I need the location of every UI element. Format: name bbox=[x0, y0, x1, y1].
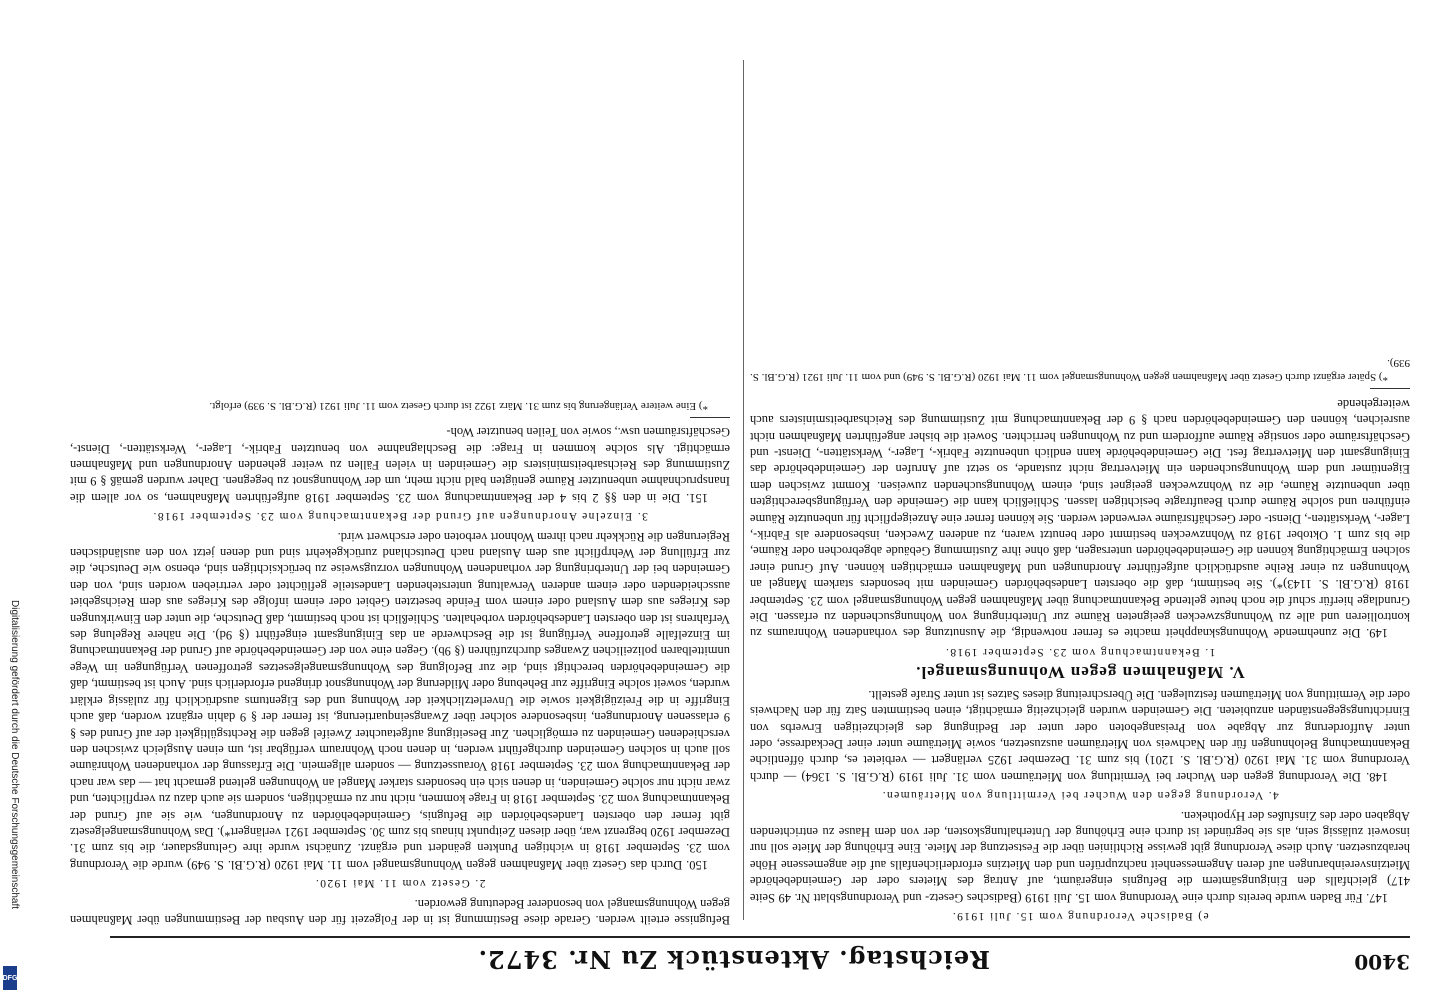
digitization-credit bbox=[6, 600, 26, 990]
right-column bbox=[70, 48, 730, 928]
paragraph-147: 147. Für Baden wurde bereits durch eine Verordnung vom 15. Juli 1919 (Badisches Gesetz- und Verordnungsblatt Nr. 49 Seite 417) gleichfalls den Einigungsämtern die Befugnis eingeräumt, auf Antrag des Mieters oder der Gemeindebehörde Mietzinsvereinbarungen auf deren Angemessenheit nachzuprüfen und den Mietzins erforderlichenfalls auf die angemessene Höhe herabzusetzen. Auch diese Verordnung gibt gewisse Richtlinien über die Festsetzung der Miete. Eine Erhöhung der Miete soll nur insoweit zulässig sein, als sie begründet ist durch eine Erhöhung der Unterhaltungskosten, der von dem Hause zu entrichtenden Abgaben oder des Zinsfußes der Hypotheken. bbox=[750, 808, 1410, 905]
subheading-1: 1. Bekanntmachung vom 23. September 1918. bbox=[944, 645, 1216, 658]
footnote-right: *) Eine weitere Verlängerung bis zum 31. März 1922 ist durch Gesetz vom 11. Juli 1921 (R.G.Bl. S. 939) erfolgt. bbox=[209, 399, 708, 412]
running-title: Reichstag. Aktenstück Zu Nr. 3472. bbox=[477, 945, 990, 974]
scanned-page bbox=[60, 40, 1430, 980]
subheading-2: 2. Gesetz vom 11. Mai 1920. bbox=[314, 877, 486, 890]
paragraph-150: 150. Durch das Gesetz über Maßnahmen gegen Wohnungsmangel vom 11. Mai 1920 (R.G.Bl. S. 949) wurde die Verordnung vom 23. September 1918 in wichtigen Punkten geändert und ergänzt. Zunächst wurde ihre Geltungsdauer, die bis zum 31. Dezember 1920 begrenzt war, über diesen Zeitpunkt hinaus bis zum 30. September 1921 verlängert*). Das Wohnungsmangelgesetz gibt ferner den obersten Landesbehörden die Befugnis, Gemeindebehörden zu Anordnungen, wie sie auf Grund der Bekanntmachung vom 23. September 1918 in Frage kommen, nicht nur zu ermächtigen, sondern sie auch dazu zu verpflichten, und zwar nicht nur solche Gemeinden, in denen sich ein besonders starker Mangel an Wohnungen geltend gemacht hat — das war nach der Bekanntmachung vom 23. September 1918 Voraussetzung — sondern allgemein. Die Erfassung der vorhandenen Wohnräume soll auch in solchen Gemeinden durchgeführt werden, in denen noch Wohnraum verfügbar ist, um einen Ausgleich zwischen den verschiedenen Gemeinden zu ermöglichen. Zur Beseitigung aufgetauchter Zweifel gegen die Rechtsgültigkeit der auf Grund des § 9 erlassenen Anordnungen, insbesondere solcher über Zwangseinquartierung, ist ferner der § 9 dahin ergänzt worden, daß auch Eingriffe in die Freizügigkeit sowie die Unverletzlichkeit der Wohnung und des Eigentums ausdrücklich für zulässig erklärt wurden, soweit solche Eingriffe zur Behebung oder Milderung der Wohnungsnot dringend erforderlich sind. Auch ist bestimmt, daß die Gemeindebehörden berechtigt sind, die zur Befolgung des Wohnungsmangelgesetzes getroffenen Verfügungen im Wege unmittelbaren polizeilichen Zwanges durchzuführen (§ 9b). Gegen eine von der Gemeindebehörde auf Grund der Bekanntmachung im Einzelfalle getroffene Verfügung ist die Beschwerde an das Einigungsamt eingeführt (§ 9d). Die nähere Regelung des Verfahrens ist den obersten Landesbehörden vorbehalten. Schließlich ist noch bestimmt, daß Deutsche, die unter den Einwirkungen des Krieges aus dem Ausland oder einem vom Feinde besetzten Gebiet oder einem infolge des Krieges aus dem Reichsgebiet ausscheidenden oder einem anderen Verwaltung unterstehenden Landesteile geflüchtet oder vertrieben worden sind, von den Gemeinden bei der Unterbringung der vorhandenen Wohnungen vorzugsweise zu berücksichtigen sind, ebenso wie Deutsche, die zur Erfüllung der Wehrpflicht aus dem Ausland nach Deutschland zurückgekehrt sind und denen jetzt von den ausländischen Regierungen die Rückkehr nach ihrem Wohnort verboten oder erschwert wird. bbox=[70, 529, 730, 872]
paragraph-149: 149. Die zunehmende Wohnungsknappheit machte es ferner notwendig, die Ausnutzung des vorhandenen Wohnraums zu kontrollieren und alle zu Wohnungszwecken geeigneten Räume zur Unterbringung von Wohnungsuchenden zu erfassen. Die Grundlage hierfür schuf die noch heute geltende Bekanntmachung über Maßnahmen gegen Wohnungsmangel vom 23. September 1918 (R.G.Bl. S. 1143)*). Sie bestimmt, daß die obersten Landesbehörden Gemeinden mit besonders starkem Mangel an Wohnungen zu einer Reihe ausdrücklich aufgeführter Anordnungen und Maßnahmen ermächtigen können. Auf Grund einer solchen Ermächtigung können die Gemeindebehörden untersagen, daß ohne ihre Zustimmung Gebäude abgebrochen oder Räume, die bis zum 1. Oktober 1918 zu Wohnzwecken bestimmt oder benutzt waren, zu anderen Zwecken, insbesondere als Fabrik-, Lager-, Werkstätten-, Dienst- oder Geschäftsräume verwendet werden. Sie können ferner eine Anzeigepflicht für unbenutzte Räume einführen und solche Räume durch Beauftragte besichtigen lassen. Schließlich kann die Gemeinde den Verfügungsberechtigten über unbenutzte Räume, die zu Wohnzwecken geeignet sind, einem Wohnungsuchenden zuweisen. Kommt zwischen dem Eigentümer und dem Wohnungsuchenden ein Mietvertrag nicht zustande, so setzt auf Anrufen der Gemeindebehörde das Einigungsamt den Mietvertrag fest. Die Gemeindebehörde kann endlich unbenutzte Fabrik-, Lager-, Werkstätten-, Dienst- und Geschäftsräume oder sonstige Räume auffordern und zu Wohnungen herrichten. Soweit die bisher angeführten Maßnahmen nicht ausreichen, können den Gemeindebehörden nach § 9 der Bekanntmachung mit Zustimmung des Reichsarbeitsministers auch weitergehende bbox=[750, 396, 1410, 641]
footnote-left: *) Später ergänzt durch Gesetz über Maßnahmen gegen Wohnungsmangel vom 11. Mai 1920 (R.G.Bl. S. 949) und vom 11. Juli 1921 (R.G.Bl. S. 939). bbox=[750, 357, 1410, 384]
subheading-e: e) Badische Verordnung vom 15. Juli 1919. bbox=[951, 910, 1209, 922]
page-header bbox=[130, 940, 1410, 980]
subheading-4: 4. Verordnung gegen den Wucher bei Vermittlung von Mieträumen. bbox=[881, 789, 1279, 802]
paragraph-151: 151. Die in den §§ 2 bis 4 der Bekanntmachung vom 23. September 1918 aufgeführten Maßnahmen, so vor allem die Inanspruchnahme unbenutzter Räume genügten bald nicht mehr, um der Wohnungsnot zu begegnen. Daher wurden gemäß § 9 mit Zustimmung des Reichsarbeitsministers die Gemeinden in vielen Fällen zu weiter gehenden Anordnungen und Maßnahmen ermächtigt. Als solche kommen in Frage: die Beschlagnahme von benutzten Fabrik-, Lager-, Werkstätten-, Dienst-, Geschäftsräumen usw., sowie von Teilen benutzter Woh- bbox=[70, 425, 730, 505]
footnote-rule bbox=[1370, 388, 1410, 389]
subheading-3: 3. Einzelne Anordnungen auf Grund der Bekanntmachung vom 23. September 1918. bbox=[152, 510, 648, 523]
page-number: 3400 bbox=[1354, 950, 1410, 974]
dfg-logo: DFG bbox=[3, 966, 17, 990]
paragraph-continued: Befugnisse erteilt werden. Gerade diese Bestimmung ist in der Folgezeit für den Ausbau der Bestimmungen über Maßnahmen gegen Wohnungsmangel von besonderer Bedeutung geworden. bbox=[70, 896, 730, 927]
header-rule bbox=[110, 936, 1410, 938]
column-rule bbox=[743, 60, 744, 920]
footnote-rule bbox=[690, 417, 730, 418]
left-column bbox=[750, 48, 1410, 928]
section-heading-v: V. Maßnahmen gegen Wohnungsmangel. bbox=[915, 663, 1245, 683]
credit-text: Digitalisierung gefördert durch die Deutsche Forschungsgemeinschaft bbox=[9, 600, 20, 910]
paragraph-148: 148. Die Verordnung gegen den Wucher bei Vermittlung von Mieträumen vom 31. Juli 1919 (R.G.Bl. S. 1364) — durch Verordnung vom 31. Mai 1920 (R.G.Bl. S. 1201) bis zum 31. Dezember 1925 verlängert — verbietet es, durch öffentliche Bekanntmachung Belohnungen für den Nachweis von Mieträumen auszusetzen, sowie Mieträume unter einer Deckadresse, oder unter Aufforderung zur Abgabe von Preisangeboten oder unter der Bedingung des gleichzeitigen Erwerbs von Einrichtungsgegenständen anzubieten. Die Gemeinden wurden gleichzeitig ermächtigt, einen bestimmten Satz für den Nachweis oder die Vermittlung von Mieträumen festzulegen. Die Überschreitung dieses Satzes ist unter Strafe gestellt. bbox=[750, 687, 1410, 784]
